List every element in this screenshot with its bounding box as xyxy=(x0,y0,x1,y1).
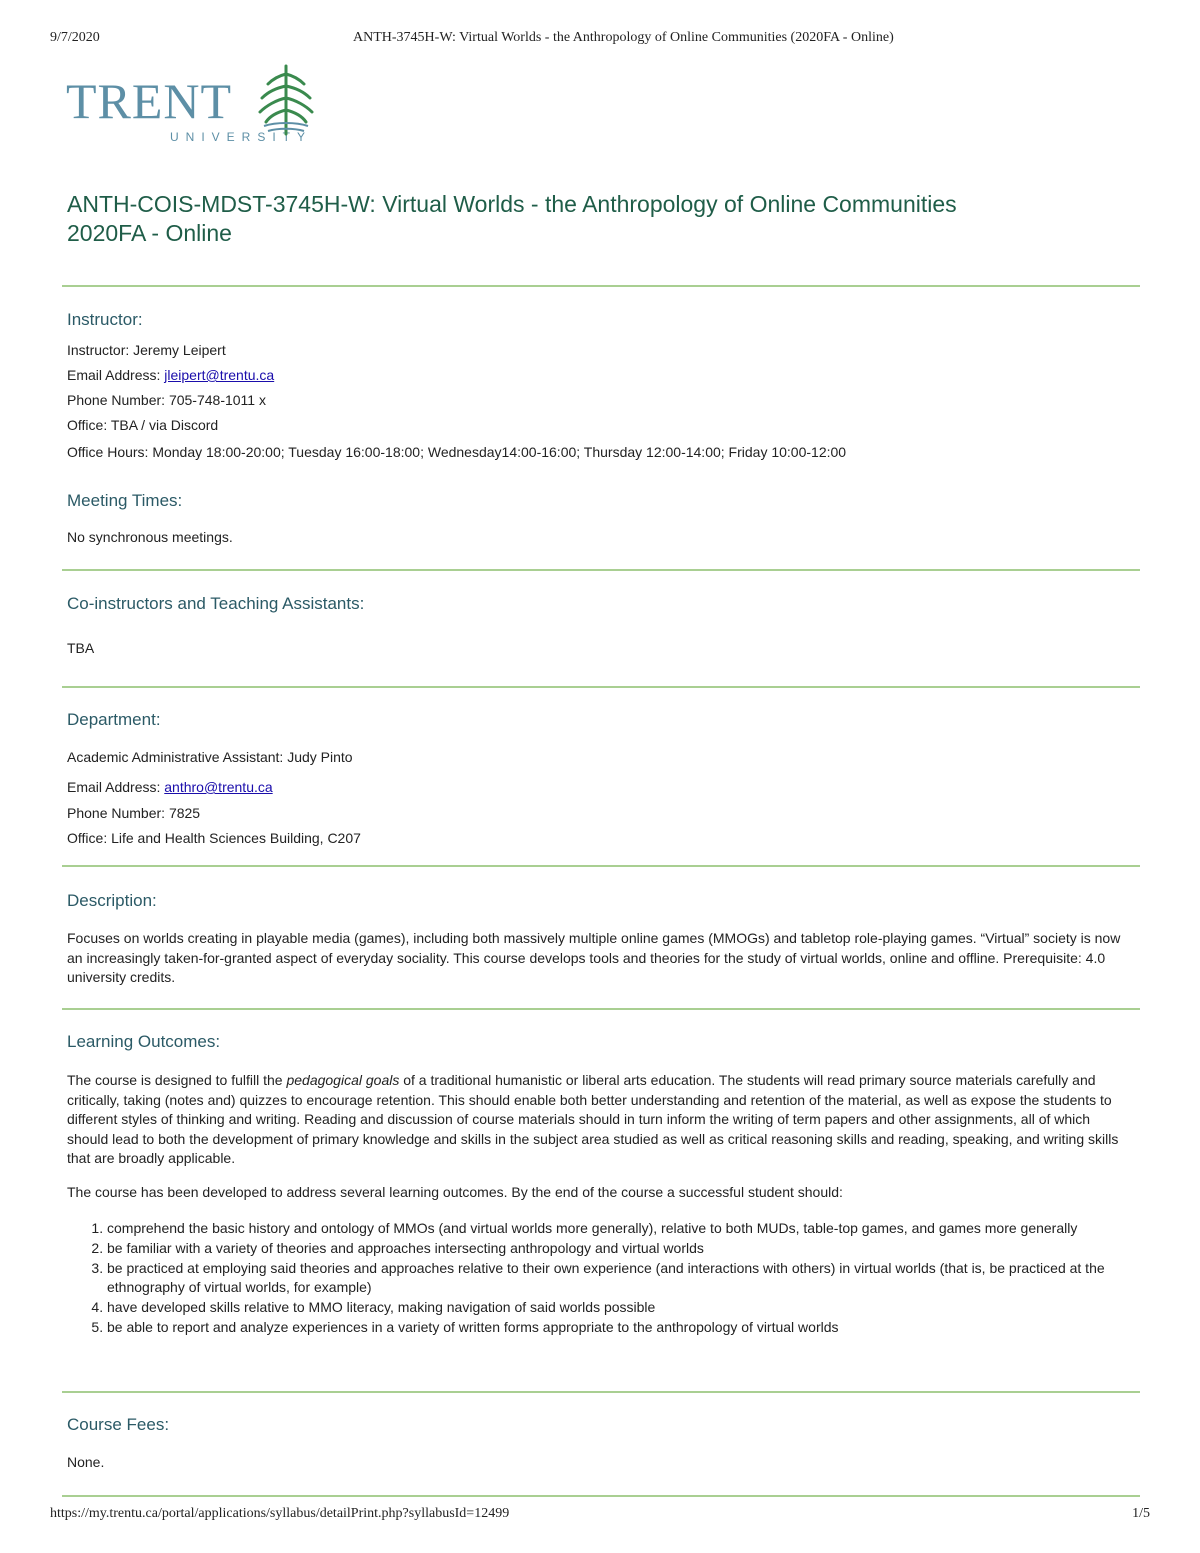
instructor-office-hours: Office Hours: Monday 18:00-20:00; Tuesday 16:00-18:00; Wednesday14:00-16:00; Thursday 12:00-14:00; Friday 10:00-12:00 xyxy=(67,444,847,460)
outcomes-p1-before: The course is designed to fulfill the xyxy=(67,1072,287,1088)
learning-outcomes-list xyxy=(67,1219,1172,1338)
description-heading: Description: xyxy=(67,891,157,910)
list-item: 1. comprehend the basic history and ontology of MMOs (and virtual worlds more generally), relative to both MUDs, table-top games, and games more generally xyxy=(107,1219,1172,1239)
department-email-line xyxy=(67,779,273,795)
course-title-line1: ANTH-COIS-MDST-3745H-W: Virtual Worlds - the Anthropology of Online Communities xyxy=(67,191,957,217)
instructor-phone: Phone Number: 705-748-1011 x xyxy=(67,392,266,408)
coinstructors-heading: Co-instructors and Teaching Assistants: xyxy=(67,594,365,613)
course-title xyxy=(67,190,1147,248)
department-assistant: Academic Administrative Assistant: Judy Pinto xyxy=(67,749,353,765)
department-email-label: Email Address: xyxy=(67,779,165,795)
description-text: Focuses on worlds creating in playable media (games), including both massively multiple online games (MMOGs) and tabletop role-playing games. “Virtual” society is now an increasingly taken-for-granted aspect of everyday sociality. This course develops tools and theories for the study of virtual worlds, online and offline. Prerequisite: 4.0 university credits. xyxy=(67,930,1121,985)
section-divider xyxy=(62,1495,1140,1497)
logo-tree-icon xyxy=(256,64,316,136)
instructor-email-label: Email Address: xyxy=(67,367,165,383)
section-divider xyxy=(62,1391,1140,1393)
logo-subtitle: UNIVERSITY xyxy=(170,130,313,144)
instructor-email-line xyxy=(67,367,274,383)
print-footer xyxy=(50,1506,1150,1526)
outcomes-p1-emphasis: pedagogical goals xyxy=(286,1072,400,1088)
course-title-line2: 2020FA - Online xyxy=(67,220,232,246)
section-divider xyxy=(62,686,1140,688)
meeting-times-heading: Meeting Times: xyxy=(67,491,183,510)
department-email-link[interactable]: anthro@trentu.ca xyxy=(164,779,273,795)
outcomes-p1-after: of a traditional humanistic or liberal arts education. The students will read primary source materials carefully and critically, taking (notes and) quizzes to encourage retention. This should enable both better understanding and retention of the material, as well as expose the students to different styles of thinking and writing. Reading and discussion of course materials should in turn inform the writing of term papers and other assignments, all of which should lead to both the development of primary knowledge and skills in the subject area studied as well as critical reasoning skills and reading, speaking, and writing skills that are broadly applicable. xyxy=(67,1072,1119,1166)
list-item: 3. be practiced at employing said theories and approaches relative to their own experience (and interactions with others) in virtual worlds (that is, be practiced at the ethnography of virtual worlds, for example) xyxy=(107,1259,1172,1299)
learning-outcomes-heading: Learning Outcomes: xyxy=(67,1032,221,1051)
coinstructors-text: TBA xyxy=(67,640,95,656)
department-heading: Department: xyxy=(67,710,161,729)
print-title: ANTH-3745H-W: Virtual Worlds - the Anthropology of Online Communities (2020FA - Online) xyxy=(353,30,894,45)
instructor-heading: Instructor: xyxy=(67,310,143,329)
list-item: 4. have developed skills relative to MMO literacy, making navigation of said worlds possible xyxy=(107,1298,1172,1318)
department-office: Office: Life and Health Sciences Building, C207 xyxy=(67,830,361,846)
department-phone: Phone Number: 7825 xyxy=(67,805,201,821)
list-item: 5. be able to report and analyze experiences in a variety of written forms appropriate to the anthropology of virtual worlds xyxy=(107,1318,1172,1338)
meeting-times-text: No synchronous meetings. xyxy=(67,529,233,545)
page-number: 1/5 xyxy=(1132,1506,1150,1521)
instructor-office: Office: TBA / via Discord xyxy=(67,417,219,433)
instructor-name: Instructor: Jeremy Leipert xyxy=(67,342,226,358)
section-divider xyxy=(62,285,1140,287)
section-divider xyxy=(62,865,1140,867)
print-header xyxy=(50,30,1150,50)
section-divider xyxy=(62,1008,1140,1010)
trent-university-logo xyxy=(66,64,326,148)
section-divider xyxy=(62,569,1140,571)
logo-wordmark: TRENT xyxy=(66,73,233,129)
learning-outcomes-paragraph-1 xyxy=(67,1071,1132,1169)
list-item: 2. be familiar with a variety of theories and approaches intersecting anthropology and virtual worlds xyxy=(107,1239,1172,1259)
print-url: https://my.trentu.ca/portal/applications/syllabus/detailPrint.php?syllabusId=12499 xyxy=(50,1506,510,1521)
print-date: 9/7/2020 xyxy=(50,30,100,45)
instructor-email-link[interactable]: jleipert@trentu.ca xyxy=(164,367,275,383)
course-fees-heading: Course Fees: xyxy=(67,1415,170,1434)
learning-outcomes-paragraph-2: The course has been developed to address several learning outcomes. By the end of the course a successful student should: xyxy=(67,1184,843,1200)
course-fees-text: None. xyxy=(67,1454,105,1470)
